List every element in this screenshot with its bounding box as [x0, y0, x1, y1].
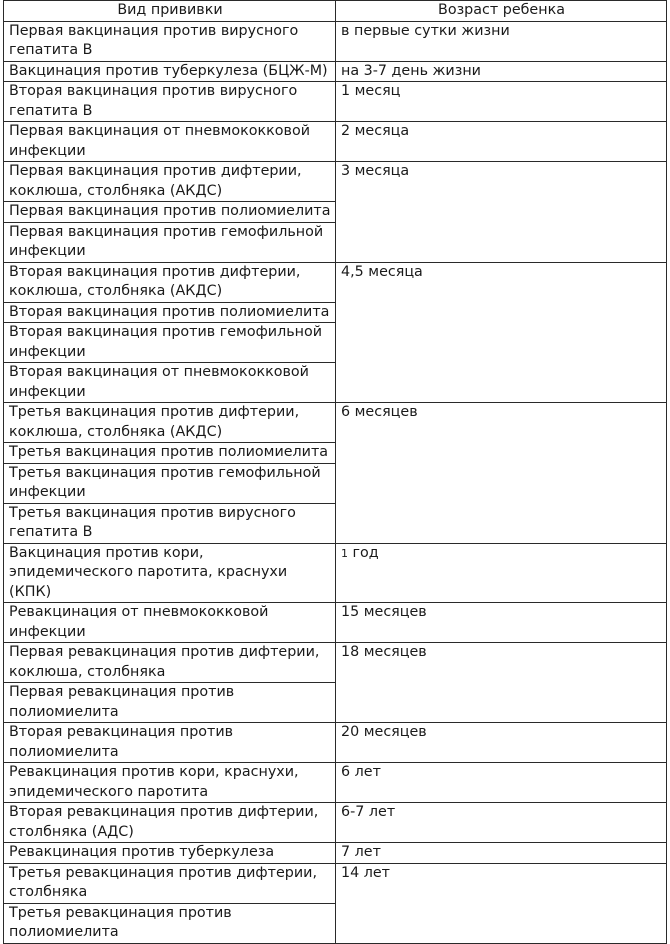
vaccine-cell: Третья вакцинация против полиомиелита	[4, 443, 336, 464]
table-row	[4, 82, 667, 122]
vaccine-cell: Вторая вакцинация против дифтерии, коклюша, столбняка (АКДС)	[4, 262, 336, 302]
vaccine-cell: Вторая вакцинация против гемофильной инфекции	[4, 323, 336, 363]
table-row	[4, 262, 667, 302]
vaccine-cell: Вторая ревакцинация против полиомиелита	[4, 723, 336, 763]
header-vaccine: Вид прививки	[4, 1, 336, 22]
age-cell: 1 год	[336, 543, 667, 603]
vaccine-cell: Вторая вакцинация против вирусного гепатита В	[4, 82, 336, 122]
vaccine-cell: Первая ревакцинация против дифтерии, коклюша, столбняка	[4, 643, 336, 683]
age-cell: 15 месяцев	[336, 603, 667, 643]
table-row	[4, 843, 667, 864]
vaccine-cell: Первая вакцинация против полиомиелита	[4, 202, 336, 223]
age-cell: 4,5 месяца	[336, 262, 667, 403]
vaccine-cell: Третья вакцинация против дифтерии, коклюша, столбняка (АКДС)	[4, 403, 336, 443]
vaccine-cell: Вакцинация против туберкулеза (БЦЖ-М)	[4, 61, 336, 82]
vaccine-cell: Первая вакцинация против вирусного гепатита В	[4, 21, 336, 61]
table-row	[4, 162, 667, 202]
vaccine-cell: Первая вакцинация от пневмококковой инфекции	[4, 122, 336, 162]
age-cell: в первые сутки жизни	[336, 21, 667, 61]
age-cell: 6 месяцев	[336, 403, 667, 544]
age-cell: 7 лет	[336, 843, 667, 864]
vaccine-cell: Вакцинация против кори, эпидемического паротита, краснухи (КПК)	[4, 543, 336, 603]
age-cell: 6-7 лет	[336, 803, 667, 843]
age-cell: 20 месяцев	[336, 723, 667, 763]
table-row	[4, 61, 667, 82]
table-body	[4, 21, 667, 943]
age-cell: 14 лет	[336, 863, 667, 943]
table-row	[4, 763, 667, 803]
vaccine-cell: Вторая ревакцинация против дифтерии, столбняка (АДС)	[4, 803, 336, 843]
table-row	[4, 403, 667, 443]
vaccine-cell: Первая ревакцинация против полиомиелита	[4, 683, 336, 723]
table-row	[4, 543, 667, 603]
vaccination-schedule-table	[3, 0, 667, 944]
table-row	[4, 122, 667, 162]
header-age: Возраст ребенка	[336, 1, 667, 22]
table-row	[4, 603, 667, 643]
age-cell: 3 месяца	[336, 162, 667, 263]
vaccine-cell: Ревакцинация против туберкулеза	[4, 843, 336, 864]
vaccine-cell: Первая вакцинация против гемофильной инфекции	[4, 222, 336, 262]
age-cell: на 3-7 день жизни	[336, 61, 667, 82]
vaccine-cell: Третья ревакцинация против дифтерии, столбняка	[4, 863, 336, 903]
table-row	[4, 723, 667, 763]
table-row	[4, 803, 667, 843]
vaccine-cell: Третья ревакцинация против полиомиелита	[4, 903, 336, 943]
vaccine-cell: Третья вакцинация против гемофильной инфекции	[4, 463, 336, 503]
table-row	[4, 643, 667, 683]
table-row	[4, 863, 667, 903]
vaccine-cell: Ревакцинация против кори, краснухи, эпидемического паротита	[4, 763, 336, 803]
table-row	[4, 21, 667, 61]
vaccine-cell: Первая вакцинация против дифтерии, коклюша, столбняка (АКДС)	[4, 162, 336, 202]
vaccine-cell: Вторая вакцинация от пневмококковой инфекции	[4, 363, 336, 403]
vaccine-cell: Вторая вакцинация против полиомиелита	[4, 302, 336, 323]
vaccine-cell: Ревакцинация от пневмококковой инфекции	[4, 603, 336, 643]
age-cell: 2 месяца	[336, 122, 667, 162]
vaccine-cell: Третья вакцинация против вирусного гепатита В	[4, 503, 336, 543]
age-cell: 18 месяцев	[336, 643, 667, 723]
table-header-row	[4, 1, 667, 22]
age-cell: 6 лет	[336, 763, 667, 803]
age-cell: 1 месяц	[336, 82, 667, 122]
